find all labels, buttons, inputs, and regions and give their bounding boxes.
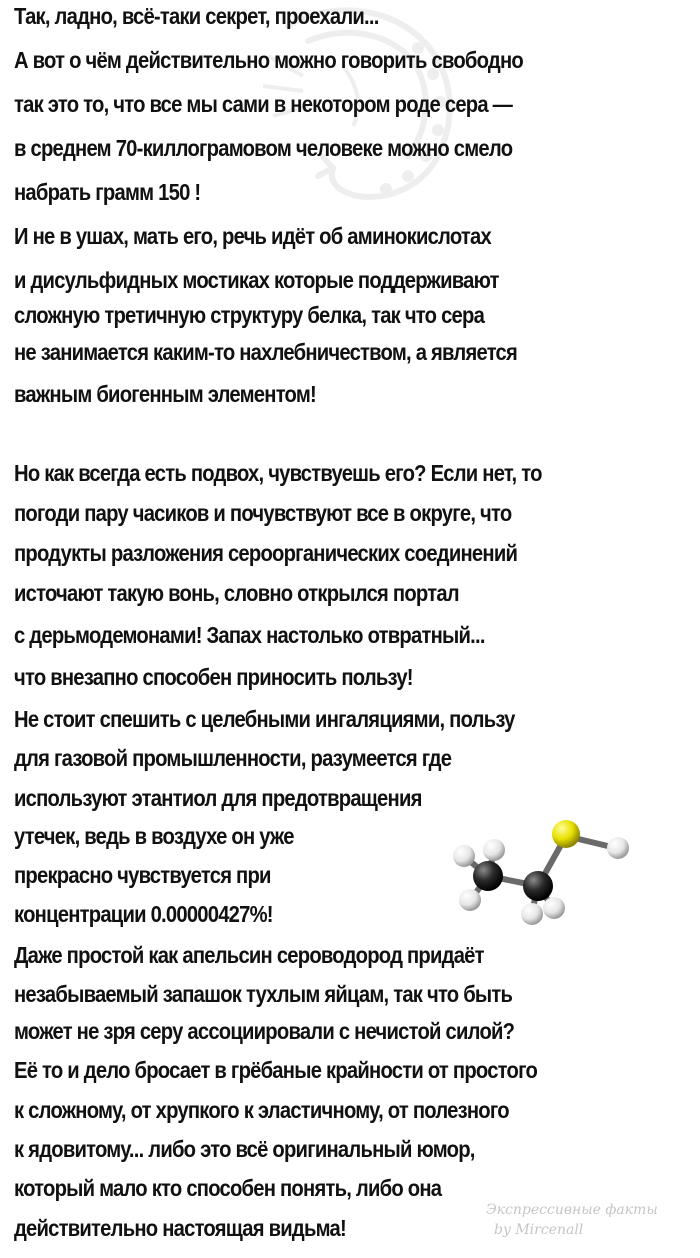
text-line: А вот о чём действительно можно говорить свободно xyxy=(14,47,523,73)
text-line: Не стоит спешить с целебными ингаляциями, пользу xyxy=(14,706,515,732)
text-line: так это то, что все мы сами в некотором роде сера — xyxy=(14,91,513,117)
text-line: что внезапно способен приносить пользу! xyxy=(14,664,413,690)
text-line: важным биогенным элементом! xyxy=(14,381,317,407)
sulfur-atom xyxy=(552,820,580,848)
text-line: набрать грамм 150 ! xyxy=(14,179,201,205)
carbon-atom xyxy=(473,861,503,891)
text-line: действительно настоящая видьма! xyxy=(14,1215,346,1241)
text-line: сложную третичную структуру белка, так что сера xyxy=(14,302,485,328)
hydrogen-atom xyxy=(453,845,475,867)
text-line: может не зря серу ассоциировали с нечистой силой? xyxy=(14,1018,515,1044)
text-line: и дисульфидных мостиках которые поддерживают xyxy=(14,267,499,293)
text-line: к ядовитому... либо это всё оригинальный юмор, xyxy=(14,1136,475,1162)
text-line: не занимается каким-то нахлебничеством, а является xyxy=(14,339,518,365)
text-line: для газовой промышленности, разумеется где xyxy=(14,745,452,771)
text-line: используют этантиол для предотвращения xyxy=(14,785,422,811)
hydrogen-atom xyxy=(543,897,565,919)
signature-author: by Mircenall xyxy=(494,1222,584,1238)
ethanethiol-molecule-icon xyxy=(448,812,644,934)
carbon-atom xyxy=(523,871,553,901)
text-line: который мало кто способен понять, либо она xyxy=(14,1175,442,1201)
signature-line: Экспрессивные факты xyxy=(486,1202,658,1218)
hydrogen-atom xyxy=(521,903,543,925)
text-line: Так, ладно, всё-таки секрет, проехали... xyxy=(14,3,379,29)
hydrogen-atom xyxy=(607,837,629,859)
text-line: Её то и дело бросает в грёбаные крайности от простого xyxy=(14,1057,538,1083)
text-line: погоди пару часиков и почувствуют все в округе, что xyxy=(14,500,512,526)
text-line: с дерьмодемонами! Запах настолько отвратный... xyxy=(14,622,485,648)
text-line: Даже простой как апельсин сероводород придаёт xyxy=(14,942,484,968)
hydrogen-atom xyxy=(459,889,481,911)
text-line: прекрасно чувствуется при xyxy=(14,862,271,888)
text-line: источают такую вонь, словно открылся портал xyxy=(14,580,459,606)
text-line: незабываемый запашок тухлым яйцам, так что быть xyxy=(14,981,513,1007)
text-line: в среднем 70-киллограмовом человеке можно смело xyxy=(14,135,513,161)
text-line: продукты разложения сероорганических соединений xyxy=(14,540,518,566)
text-line: к сложному, от хрупкого к эластичному, от полезного xyxy=(14,1097,509,1123)
text-line: утечек, ведь в воздухе он уже xyxy=(14,823,294,849)
text-line: И не в ушах, мать его, речь идёт об аминокислотах xyxy=(14,223,491,249)
hydrogen-atom xyxy=(483,839,505,861)
text-line: Но как всегда есть подвох, чувствуешь его? Если нет, то xyxy=(14,460,542,486)
text-line: концентрации 0.00000427%! xyxy=(14,901,273,927)
author-signature xyxy=(486,1200,658,1240)
